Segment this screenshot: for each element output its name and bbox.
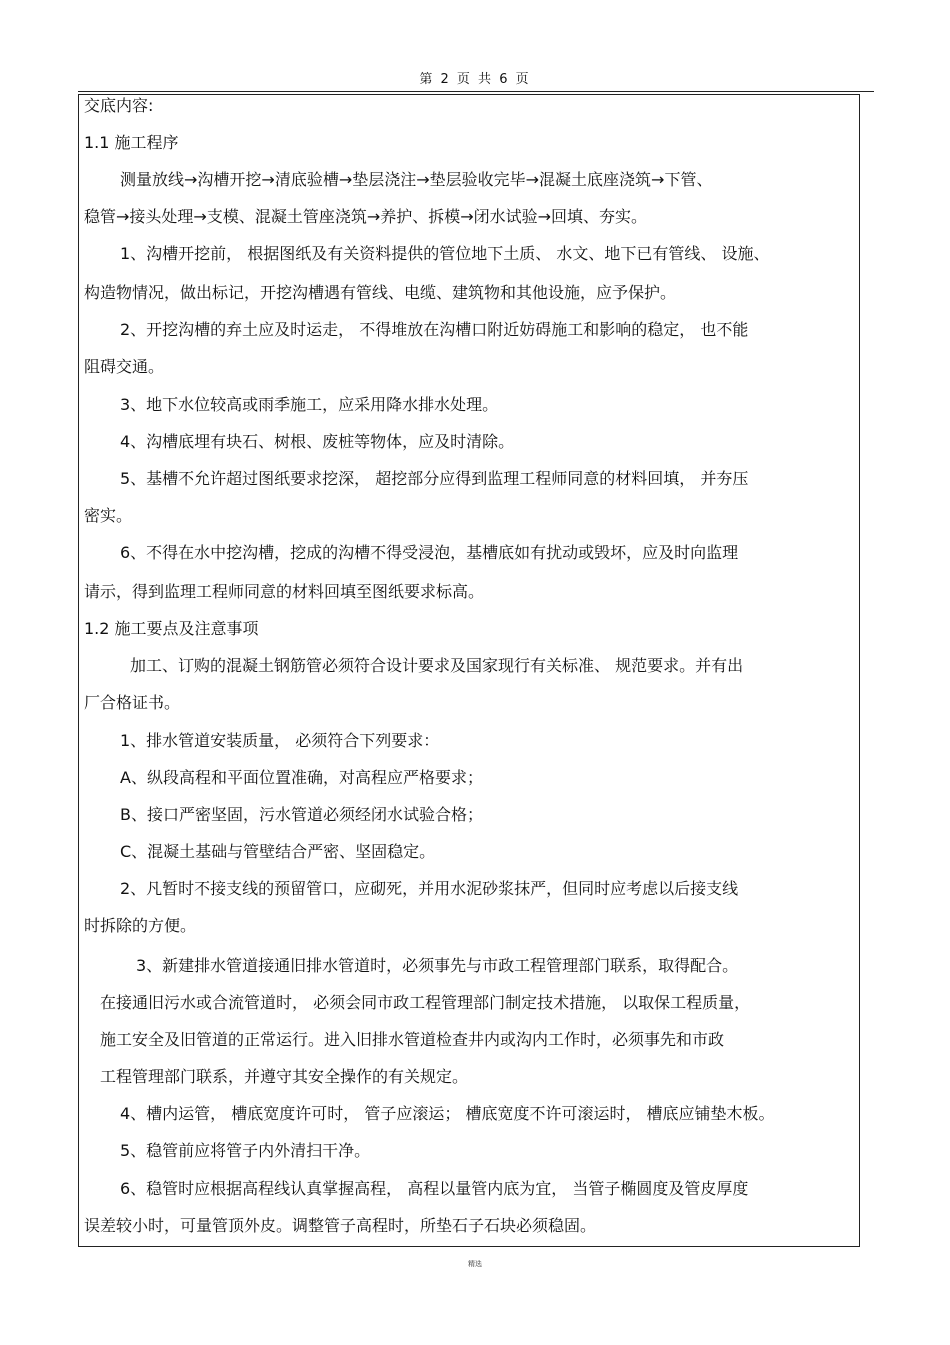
section-heading-1-2: 1.2 施工要点及注意事项 bbox=[84, 619, 259, 638]
paragraph-line: 3、地下水位较高或雨季施工，应采用降水排水处理。 bbox=[120, 395, 499, 414]
paragraph-line: 2、开挖沟槽的弃土应及时运走， 不得堆放在沟槽口附近妨碍施工和影响的稳定， 也不能 bbox=[120, 320, 749, 339]
header-rule bbox=[78, 91, 874, 92]
paragraph-line: 4、沟槽底埋有块石、树根、废桩等物体，应及时清除。 bbox=[120, 432, 515, 451]
paragraph-line: 5、稳管前应将管子内外清扫干净。 bbox=[120, 1141, 371, 1160]
paragraph-line: 2、凡暂时不接支线的预留管口，应砌死，并用水泥砂浆抹严，但同时应考虑以后接支线 bbox=[120, 879, 739, 898]
footer-mark: 精选 bbox=[468, 1260, 482, 1268]
page-number-header: 第 2 页 共 6 页 bbox=[419, 72, 531, 87]
section-heading-1-1: 1.1 施工程序 bbox=[84, 133, 179, 152]
paragraph-line: 6、稳管时应根据高程线认真掌握高程， 高程以量管内底为宜， 当管子椭圆度及管皮厚度 bbox=[120, 1179, 749, 1198]
list-item-c: C、混凝土基础与管壁结合严密、坚固稳定。 bbox=[120, 842, 436, 861]
paragraph-line: 时拆除的方便。 bbox=[84, 916, 197, 935]
paragraph-line: 3、新建排水管道接通旧排水管道时，必须事先与市政工程管理部门联系，取得配合。 bbox=[136, 956, 739, 975]
paragraph-line: 密实。 bbox=[84, 506, 133, 525]
list-item-b: B、接口严密坚固，污水管道必须经闭水试验合格； bbox=[120, 805, 483, 824]
paragraph-line: 构造物情况，做出标记，开挖沟槽遇有管线、电缆、建筑物和其他设施，应予保护。 bbox=[84, 283, 677, 302]
paragraph-line: 1、排水管道安装质量， 必须符合下列要求： bbox=[120, 731, 440, 750]
paragraph-line: 误差较小时，可量管顶外皮。调整管子高程时，所垫石子石块必须稳固。 bbox=[84, 1216, 597, 1235]
paragraph-line: 稳管→接头处理→支模、混凝土管座浇筑→养护、拆模→闭水试验→回填、夯实。 bbox=[84, 207, 648, 226]
paragraph-line: 4、槽内运管， 槽底宽度许可时， 管子应滚运； 槽底宽度不许可滚运时， 槽底应铺垫木板。 bbox=[120, 1104, 775, 1123]
paragraph-line: 6、不得在水中挖沟槽，挖成的沟槽不得受浸泡，基槽底如有扰动或毁坏，应及时向监理 bbox=[120, 543, 739, 562]
paragraph-line: 测量放线→沟槽开挖→清底验槽→垫层浇注→垫层验收完毕→混凝土底座浇筑→下管、 bbox=[120, 170, 713, 189]
paragraph-line: 请示，得到监理工程师同意的材料回填至图纸要求标高。 bbox=[84, 582, 485, 601]
paragraph-line: 工程管理部门联系，并遵守其安全操作的有关规定。 bbox=[100, 1067, 469, 1086]
paragraph-line: 阻碍交通。 bbox=[84, 357, 165, 376]
paragraph-line: 加工、订购的混凝土钢筋管必须符合设计要求及国家现行有关标准、 规范要求。并有出 bbox=[130, 656, 744, 675]
paragraph-line: 施工安全及旧管道的正常运行。进入旧排水管道检查井内或沟内工作时，必须事先和市政 bbox=[100, 1030, 725, 1049]
paragraph-line: 5、基槽不允许超过图纸要求挖深， 超挖部分应得到监理工程师同意的材料回填， 并夯压 bbox=[120, 469, 749, 488]
paragraph-line: 在接通旧污水或合流管道时， 必须会同市政工程管理部门制定技术措施， 以取保工程质量， bbox=[100, 993, 751, 1012]
content-heading: 交底内容: bbox=[84, 96, 154, 115]
paragraph-line: 1、沟槽开挖前， 根据图纸及有关资料提供的管位地下土质、 水文、地下已有管线、 设施、 bbox=[120, 244, 770, 263]
list-item-a: A、纵段高程和平面位置准确，对高程应严格要求； bbox=[120, 768, 483, 787]
paragraph-line: 厂合格证书。 bbox=[84, 693, 181, 712]
